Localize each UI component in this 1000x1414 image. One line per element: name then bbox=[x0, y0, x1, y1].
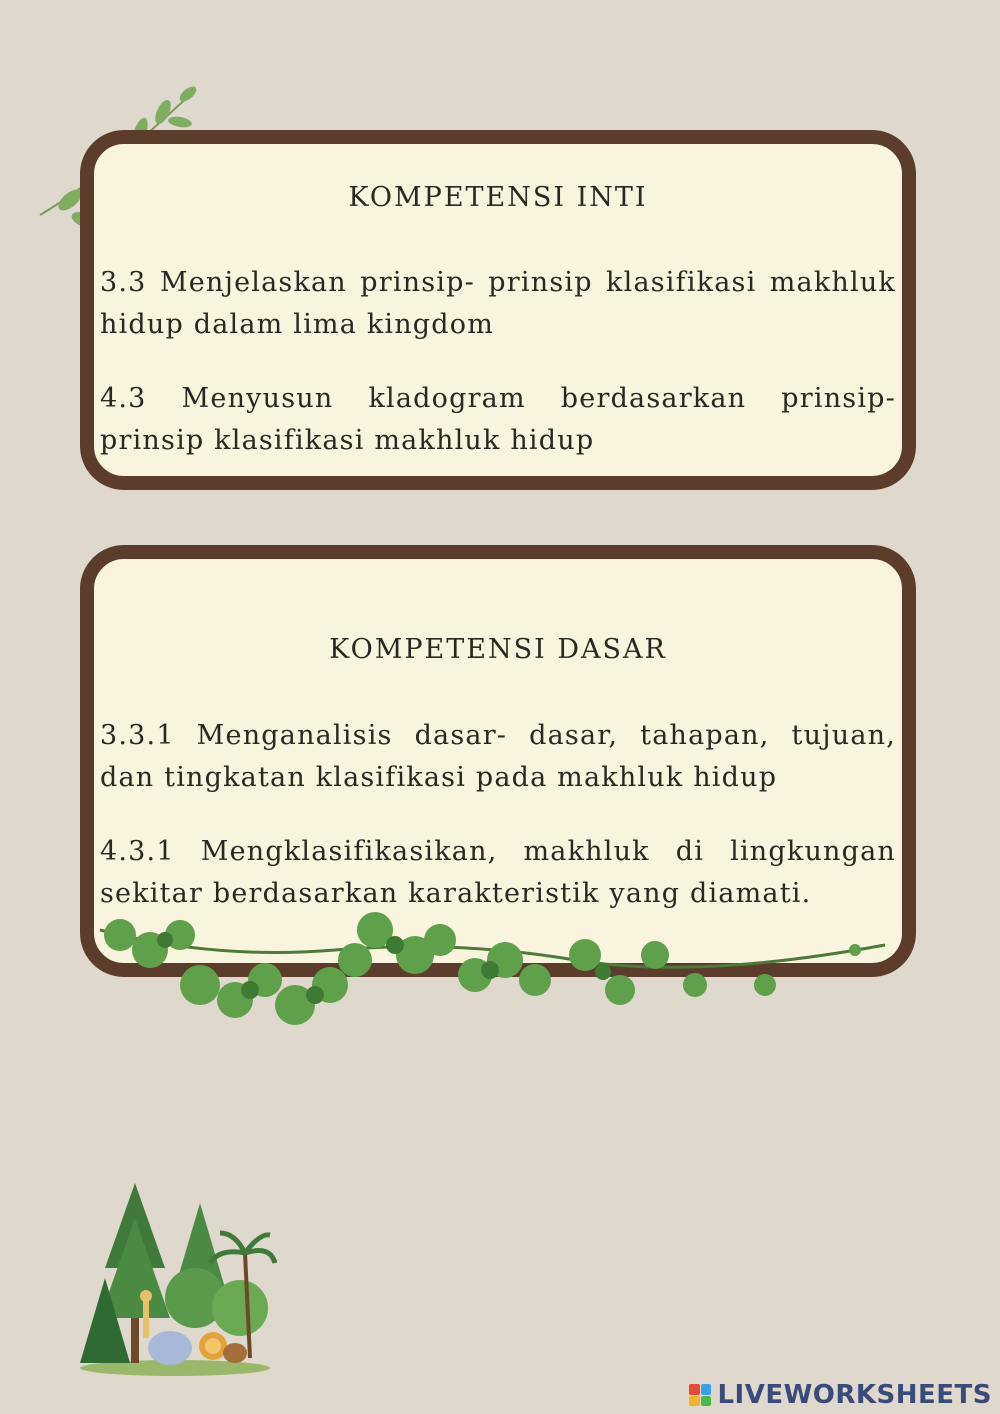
liveworksheets-logo-icon bbox=[689, 1384, 711, 1406]
kompetensi-inti-card bbox=[80, 130, 916, 490]
kompetensi-dasar-item: 3.3.1 Menganalisis dasar- dasar, tahapan, tujuan, dan tingkatan klasifikasi pada makhluk hidup bbox=[100, 720, 896, 793]
kompetensi-dasar-title: KOMPETENSI DASAR bbox=[329, 634, 667, 665]
kompetensi-dasar-item: 4.3.1 Mengklasifikasikan, makhluk di lingkungan sekitar berdasarkan karakteristik yang diamati. bbox=[100, 836, 896, 909]
ivy-vine-icon bbox=[95, 900, 895, 1050]
forest-animals-icon bbox=[75, 1178, 280, 1378]
kompetensi-inti-item: 3.3 Menjelaskan prinsip- prinsip klasifikasi makhluk hidup dalam lima kingdom bbox=[100, 267, 896, 340]
kompetensi-inti-title: KOMPETENSI INTI bbox=[348, 182, 648, 213]
kompetensi-inti-item: 4.3 Menyusun kladogram berdasarkan prinsip-prinsip klasifikasi makhluk hidup bbox=[100, 383, 896, 456]
brand-name: LIVEWORKSHEETS bbox=[717, 1380, 992, 1410]
liveworksheets-branding bbox=[689, 1380, 992, 1410]
